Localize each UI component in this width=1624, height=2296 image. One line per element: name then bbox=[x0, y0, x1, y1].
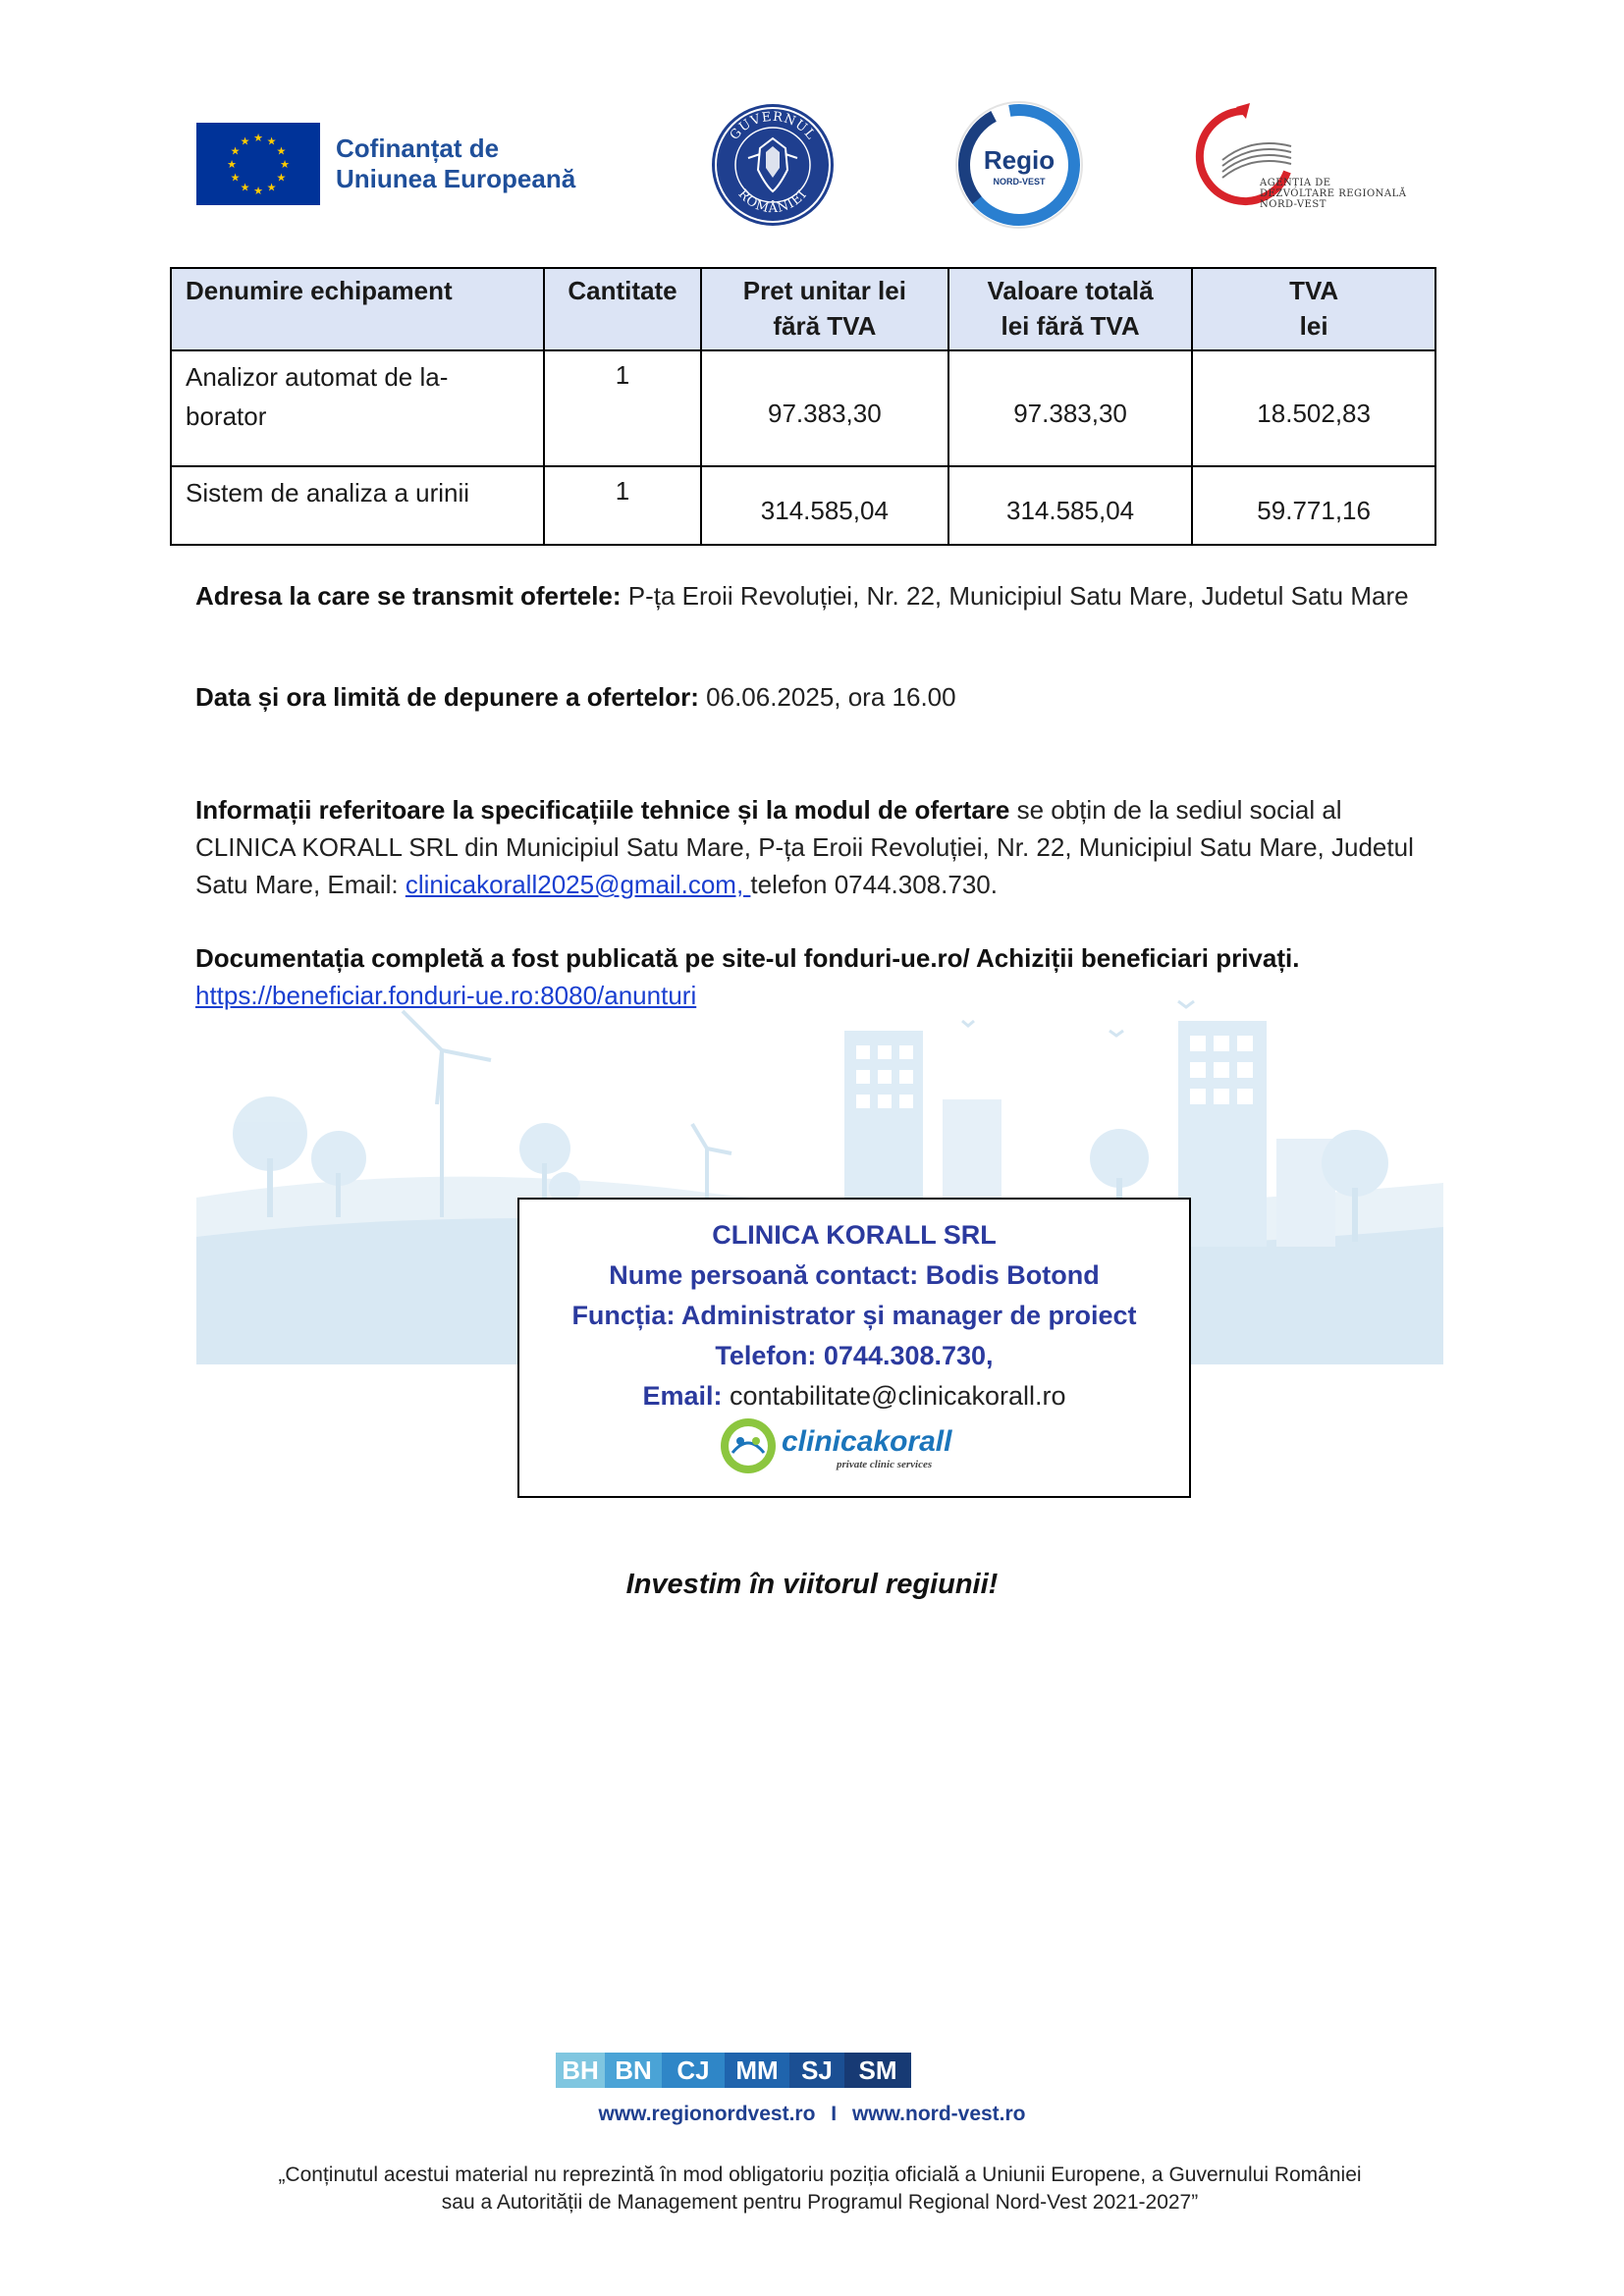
cell-total: 314.585,04 bbox=[948, 466, 1192, 545]
eu-cofinancing-logo bbox=[196, 123, 599, 205]
county-badge-cj: CJ bbox=[662, 2053, 725, 2088]
info-paragraph bbox=[195, 791, 1447, 903]
slogan: Investim în viitorul regiunii! bbox=[625, 1569, 999, 1600]
cell-unit-price: 314.585,04 bbox=[701, 466, 948, 545]
footer-weblinks bbox=[0, 2103, 1624, 2126]
contact-function: Funcția: Administrator și manager de proiect bbox=[571, 1301, 1137, 1330]
regio-logo bbox=[950, 96, 1088, 234]
address-value: P-ța Eroii Revoluției, Nr. 22, Municipiul Satu Mare, Judetul Satu Mare bbox=[621, 581, 1409, 611]
cell-total: 97.383,30 bbox=[948, 350, 1192, 466]
disclaimer bbox=[196, 2162, 1443, 2216]
table-row bbox=[171, 350, 1435, 466]
eu-star-icon: ★ bbox=[266, 135, 277, 148]
deadline-label: Data și ora limită de depunere a ofertelor: bbox=[195, 682, 699, 712]
eu-star-icon: ★ bbox=[227, 159, 237, 171]
clinicakorall-logo-subtext: private clinic services bbox=[837, 1459, 933, 1470]
eu-line-2: Uniunea Europeană bbox=[336, 164, 576, 193]
table-row bbox=[171, 466, 1435, 545]
documentation-link[interactable]: https://beneficiar.fonduri-ue.ro:8080/anunturi bbox=[195, 981, 697, 1010]
web-link-nordvest[interactable]: www.nord-vest.ro bbox=[851, 2103, 1026, 2125]
info-label: Informații referitoare la specificațiile tehnice și la modul de ofertare bbox=[195, 795, 1010, 825]
eu-star-icon: ★ bbox=[266, 182, 277, 194]
header-qty: Cantitate bbox=[544, 268, 701, 350]
adr-line-1: AGENȚIA DE bbox=[1260, 178, 1331, 188]
regio-line-1: Regio bbox=[983, 145, 1056, 175]
eu-star-icon: ★ bbox=[276, 172, 287, 185]
address-label: Adresa la care se transmit ofertele: bbox=[195, 581, 622, 611]
adr-nord-vest-logo bbox=[1193, 103, 1448, 221]
deadline-paragraph bbox=[195, 678, 1447, 716]
contact-email-line bbox=[519, 1376, 1189, 1416]
contact-person: Nume persoană contact: Bodis Botond bbox=[609, 1260, 1100, 1290]
clinicakorall-logo bbox=[719, 1414, 994, 1478]
eu-star-icon: ★ bbox=[230, 145, 241, 158]
info-phone: telefon 0744.308.730. bbox=[750, 870, 998, 899]
eu-star-icon: ★ bbox=[240, 182, 250, 194]
info-email-link[interactable]: clinicakorall2025@gmail.com, bbox=[405, 870, 751, 899]
eu-star-icon: ★ bbox=[240, 135, 250, 148]
romanian-government-logo bbox=[709, 101, 837, 229]
eu-star-icon: ★ bbox=[276, 145, 287, 158]
address-paragraph bbox=[195, 577, 1447, 614]
eu-cofinancing-text bbox=[336, 133, 575, 194]
adr-line-2: DEZVOLTARE REGIONALĂ bbox=[1260, 188, 1407, 199]
deadline-value: 06.06.2025, ora 16.00 bbox=[698, 682, 956, 712]
county-badge-bh: BH bbox=[556, 2053, 605, 2088]
eu-star-icon: ★ bbox=[253, 133, 263, 144]
info-text: se obțin de la sediul social al CLINICA KORALL SRL din Municipiul Satu Mare, P-ța Eroii Revoluției, Nr. 22, Municipiul Satu Mare, Judetul Satu Mare, Email: bbox=[195, 795, 1414, 899]
cell-vat: 59.771,16 bbox=[1192, 466, 1435, 545]
eu-star-icon: ★ bbox=[253, 186, 263, 197]
eu-line-1: Cofinanțat de bbox=[336, 133, 500, 163]
county-badge-sj: SJ bbox=[789, 2053, 844, 2088]
cell-name: Analizor automat de la- borator bbox=[171, 350, 544, 466]
contact-email-label: Email: bbox=[642, 1381, 723, 1411]
adr-text bbox=[1260, 178, 1407, 210]
table-header-row bbox=[171, 268, 1435, 350]
contact-box bbox=[517, 1198, 1191, 1498]
equipment-table bbox=[170, 267, 1436, 546]
web-link-separator: I bbox=[831, 2103, 838, 2125]
header-unit-price: Pret unitar lei fără TVA bbox=[701, 268, 948, 350]
county-strip bbox=[556, 2053, 911, 2088]
cell-qty: 1 bbox=[544, 350, 701, 466]
eu-star-icon: ★ bbox=[280, 159, 290, 171]
contact-company: CLINICA KORALL SRL bbox=[712, 1220, 997, 1250]
county-badge-bn: BN bbox=[605, 2053, 662, 2088]
eu-flag-icon bbox=[196, 123, 320, 205]
cell-vat: 18.502,83 bbox=[1192, 350, 1435, 466]
adr-line-3: NORD-VEST bbox=[1260, 199, 1326, 210]
cell-qty: 1 bbox=[544, 466, 701, 545]
disclaimer-line-2: sau a Autorității de Management pentru Programul Regional Nord-Vest 2021-2027” bbox=[441, 2191, 1199, 2214]
header-name: Denumire echipament bbox=[171, 268, 544, 350]
eu-star-icon: ★ bbox=[230, 172, 241, 185]
header-total: Valoare totală lei fără TVA bbox=[948, 268, 1192, 350]
gov-text-bottom: ROMÂNIEI bbox=[734, 187, 811, 217]
web-link-regionordvest[interactable]: www.regionordvest.ro bbox=[598, 2103, 816, 2125]
disclaimer-line-1: „Conținutul acestui material nu reprezintă în mod obligatoriu poziția oficială a Uniunii Europene, a Guvernului României bbox=[278, 2163, 1362, 2186]
contact-email-value: contabilitate@clinicakorall.ro bbox=[722, 1381, 1066, 1411]
clinicakorall-logo-text: clinicakorall bbox=[782, 1425, 952, 1458]
header-vat: TVA lei bbox=[1192, 268, 1435, 350]
contact-phone: Telefon: 0744.308.730, bbox=[715, 1341, 994, 1370]
cell-name: Sistem de analiza a urinii bbox=[171, 466, 544, 545]
county-badge-sm: SM bbox=[844, 2053, 911, 2088]
cell-unit-price: 97.383,30 bbox=[701, 350, 948, 466]
gov-text-top: GUVERNUL bbox=[727, 109, 819, 143]
county-badge-mm: MM bbox=[725, 2053, 789, 2088]
documentation-text: Documentația completă a fost publicată pe site-ul fonduri-ue.ro/ Achiziții beneficiari privați. bbox=[195, 943, 1300, 973]
regio-line-2: NORD-VEST bbox=[993, 177, 1046, 187]
